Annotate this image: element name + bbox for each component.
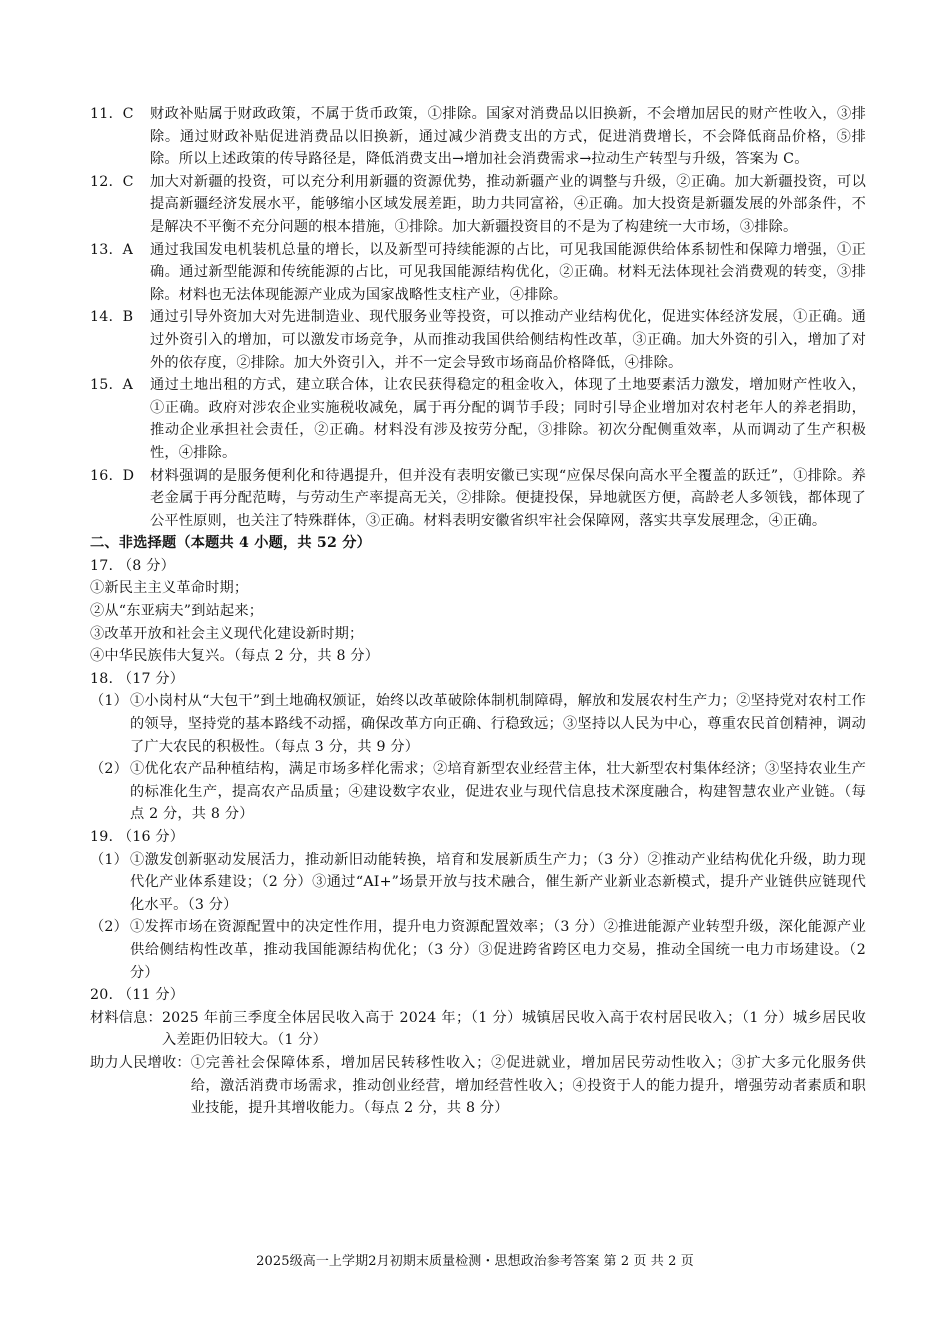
income-help (90, 1052, 866, 1120)
item-explanation: 通过土地出租的方式，建立联合体，让农民获得稳定的租金收入，体现了土地要素活力激发，增加财产性收入，①正确。政府对涉农企业实施税收减免，属于再分配的调节手段；同时引导企业增加对农村老年人的养老捐助，推动企业承担社会责任，②正确。材料没有涉及按劳分配，③排除。初次分配侧重效率，从而调动了生产积极性，④排除。 (150, 377, 866, 461)
material-info-text: 2025 年前三季度全体居民收入高于 2024 年；（1 分）城镇居民收入高于农村居民收入；（1 分）城乡居民收入差距仍旧较大。（1 分） (161, 1009, 866, 1049)
item-explanation: 加大对新疆的投资，可以充分利用新疆的资源优势，推动新疆产业的调整与升级，②正确。加大新疆投资，可以提高新疆经济发展水平，能够缩小区域发展差距，助力共同富裕，④正确。加大投资是新疆发展的外部条件，不是解决不平衡不充分问题的根本措施，①排除。加大新疆投资目的不是为了构建统一大市场，③排除。 (150, 173, 866, 235)
section-heading: 二、非选择题（本题共 4 小题，共 52 分） (90, 535, 371, 552)
answer-item-11 (90, 103, 866, 171)
item-explanation: 通过我国发电机装机总量的增长，以及新型可持续能源的占比，可见我国能源供给体系韧性和保障力增强，①正确。通过新型能源和传统能源的占比，可见我国能源结构优化，②正确。材料无法体现社会消费观的转变，③排除。材料也无法体现能源产业成为国家战略性支柱产业，④排除。 (150, 241, 866, 303)
item-number: 13. A (90, 241, 134, 258)
sub-number: （2） (90, 761, 129, 778)
item-number: 16. D (90, 467, 135, 484)
question-19-title: 19. （16 分） (90, 829, 185, 845)
item-explanation: 材料强调的是服务便利化和待遇提升，但并没有表明安徽已实现“应保尽保向高水平全覆盖的跃迁”，①排除。养老金属于再分配范畴，与劳动生产率提高无关，②排除。便捷投保，异地就医方便，高龄老人多领钱，都体现了公平性原则，也关注了特殊群体，③正确。材料表明安徽省织牢社会保障网，落实共享发展理念，④正确。 (150, 467, 866, 529)
page-footer: 2025级高一上学期2月初期末质量检测・思想政治参考答案 第 2 页 共 2 页 (256, 1254, 694, 1269)
answer-item-13 (90, 239, 866, 307)
sub-answer-text: ①优化农产品种植结构，满足市场多样化需求；②培育新型农业经营主体，壮大新型农村集体经济；③坚持农业生产的标准化生产，提高农产品质量；④建设数字农业，促进农业与现代信息技术深度融合，构建智慧农业产业链。（每点 2 分，共 8 分） (130, 761, 866, 823)
sub-number: （2） (90, 919, 129, 936)
sub-answer (90, 849, 866, 917)
item-number: 12. C (90, 173, 134, 190)
sub-answer (90, 690, 866, 758)
question-20-title: 20. （11 分） (90, 987, 185, 1004)
question-18-title: 18. （17 分） (90, 670, 185, 687)
item-explanation: 通过引导外资加大对先进制造业、现代服务业等投资，可以推动产业结构优化，促进实体经济发展，①正确。通过外资引入的增加，可以激发市场竞争，从而推动我国供给侧结构性改革，③正确。加大外资的引入，增加了对外的依存度，②排除。加大外资引入，并不一定会导致市场商品价格降低，④排除。 (150, 309, 866, 371)
item-number: 11. C (90, 106, 134, 122)
answer-item-12 (90, 171, 866, 239)
answer-point: ④中华民族伟大复兴。（每点 2 分，共 8 分） (90, 648, 380, 665)
answer-point: ①新民主主义革命时期； (90, 580, 249, 597)
item-number: 15. A (90, 377, 134, 394)
sub-answer (90, 758, 866, 826)
income-help-text: ①完善社会保障体系，增加居民转移性收入；②促进就业，增加居民劳动性收入；③扩大多元化服务供给，激活消费市场需求，推动创业经营，增加经营性收入；④投资于人的能力提升，增强劳动者素质和职业技能，提升其增收能力。（每点 2 分，共 8 分） (190, 1054, 866, 1117)
answer-point: ③改革开放和社会主义现代化建设新时期； (90, 625, 364, 642)
sub-number: （1） (90, 851, 129, 868)
sub-answer-text: ①发挥市场在资源配置中的决定性作用，提升电力资源配置效率；（3 分）②推进能源产业转型升级，深化能源产业供给侧结构性改革，推动我国能源结构优化；（3 分）③促进跨省跨区电力交易，推动全国统一电力市场建设。（2 分） (130, 919, 866, 981)
answer-item-16 (90, 465, 866, 533)
answer-item-14 (90, 306, 866, 374)
answer-item-15 (90, 374, 866, 464)
question-17-title: 17. （8 分） (90, 557, 175, 574)
sub-answer (90, 916, 866, 984)
sub-answer-text: ①激发创新驱动发展活力，推动新旧动能转换，培育和发展新质生产力；（3 分）②推动产业结构优化升级，助力现代化产业体系建设；（2 分）③通过“AI+”场景开放与技术融合，催生新产业新业态新模式，提升产业链供应链现代化水平。（3 分） (130, 851, 866, 913)
item-explanation: 财政补贴属于财政政策，不属于货币政策，①排除。国家对消费品以旧换新，不会增加居民的财产性收入，③排除。通过财政补贴促进消费品以旧换新，通过减少消费支出的方式，促进消费增长，不会降低商品价格，⑤排除。所以上述政策的传导路径是，降低消费支出→增加社会消费需求→拉动生产转型与升级，答案为 C。 (150, 106, 866, 168)
income-help-label: 助力人民增收： (90, 1054, 191, 1071)
sub-number: （1） (90, 693, 129, 710)
material-info (90, 1007, 866, 1052)
answer-sheet-body (90, 103, 866, 1120)
material-info-label: 材料信息： (90, 1009, 162, 1026)
sub-answer-text: ①小岗村从“大包干”到土地确权颁证，始终以改革破除体制机制障碍，解放和发展农村生产力；②坚持党对农村工作的领导，坚持党的基本路线不动摇，确保改革方向正确、行稳致远；③坚持以人民为中心，尊重农民首创精神，调动了广大农民的积极性。（每点 3 分，共 9 分） (130, 693, 866, 755)
answer-point: ②从“东亚病夫”到站起来； (90, 603, 264, 620)
item-number: 14. B (90, 309, 134, 326)
